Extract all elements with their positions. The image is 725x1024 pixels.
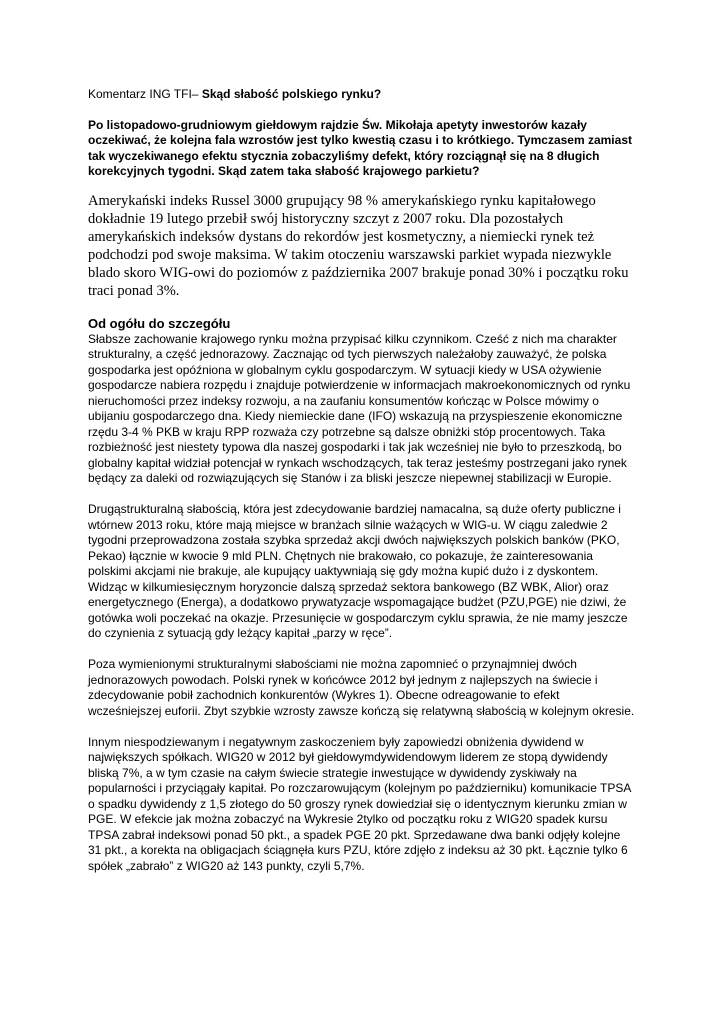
intro-paragraph: Amerykański indeks Russel 3000 grupujący 98 % amerykańskiego rynku kapitałowego dokładnie 19 lutego przebił swój historyczny szczyt z 2007 roku. Dla pozostałych amerykańskich indeksów dystans do rekordów jest kosmetyczny, a niemiecki rynek też podchodzi pod swoje maksima. W takim otoczeniu warszawski parkiet wypada niezwykle blado skoro WIG-owi do poziomów z października 2007 brakuje ponad 30% i początku roku traci ponad 3%. [88,192,629,299]
title-prefix: Komentarz ING TFI– [88,87,202,101]
body-paragraph-3: Poza wymienionymi strukturalnymi słabościami nie można zapomnieć o przynajmniej dwóch jednorazowych powodach. Polski rynek w końcówce 2012 był jednym z najlepszych na świecie i zdecydowanie pobił zachodnich konkurentów (Wykres 1). Obecne odreagowanie to efekt wcześniejszej euforii. Zbyt szybkie wzrosty zawsze kończą się relatywną słabością w kolejnym okresie. [88,657,635,718]
lead-paragraph: Po listopadowo-grudniowym giełdowym rajdzie Św. Mikołaja apetyty inwestorów kazały oczekiwać, że kolejna fala wzrostów jest tylko kwestią czasu i to krótkiego. Tymczasem zamiast tak wyczekiwanego efektu stycznia zobaczyliśmy defekt, który rozciągnął się na 8 długich korekcyjnych tygodni. Skąd zatem taka słabość krajowego parkietu? [88,117,632,178]
body-paragraph-1: Słabsze zachowanie krajowego rynku można przypisać kilku czynnikom. Cześć z nich ma charakter strukturalny, a część jednorazowy. Zacznając od tych pierwszych należałoby zauważyć, że polska gospodarka jest opóźniona w globalnym cyklu gospodarczym. W sytuacji kiedy w USA ożywienie gospodarcze nabiera rozpędu i znajduje potwierdzenie w informacjach makroekonomicznych od rynku nieruchomości przez indeksy rozwoju, a na zaufaniu konsumentów kończąc w Polsce mówimy o ubijaniu gospodarczego dna. Kiedy niemieckie dane (IFO) wskazują na przyspieszenie ekonomiczne rzędu 3-4 % PKB w kraju RPP rozważa czy potrzebne są dalsze obniżki stóp procentowych. Taka rozbieżność jest niestety typowa dla naszej gospodarki i tak jak wcześniej nie było to przeszkodą, bo globalny kapitał widział potencjał w rynkach wschodzących, tak teraz jesteśmy postrzegani jako rynek będący za daleki od rozwiązujących się Stanów i za bliski jeszcze niepewnej stabilizacji w Europie. [88,331,631,485]
body-paragraph-4: Innym niespodziewanym i negatywnym zaskoczeniem były zapowiedzi obniżenia dywidend w największych spółkach. WIG20 w 2012 był giełdowymdywidendowym liderem ze stopą dywidendy bliską 7%, a w tym czasie na całym świecie strategie inwestujące w dywidendy zyskiwały na popularności i przyciągały kapitał. Po rozczarowującym (kolejnym po październiku) komunikacie TPSA o spadku dywidendy z 1,5 złotego do 50 groszy rynek dowiedział się o identycznym kierunku zmian w PGE. W efekcie jak można zobaczyć na Wykresie 2tylko od początku roku z WIG20 spadek kursu TPSA zabrał indeksowi ponad 50 pkt., a spadek PGE 20 pkt. Sprzedawane dwa banki odjęły kolejne 31 pkt., a korekta na obligacjach ściągnęła kurs PZU, które zdjęło z indeksu aż 30 pkt. Łącznie tylko 6 spółek „zabrało” z WIG20 aż 143 punkty, czyli 5,7%. [88,734,631,873]
document-page [88,87,636,890]
section-heading: Od ogółu do szczegółu [88,315,231,331]
body-paragraph-2: Drugąstrukturalną słabością, która jest zdecydowanie bardziej namacalna, są duże oferty publiczne i wtórnew 2013 roku, które mają miejsce w branżach silnie ważących w WIG-u. W ciągu zaledwie 2 tygodni przeprowadzona została szybka sprzedaż akcji dwóch największych polskich banków (PKO, Pekao) łącznie w kwocie 9 mld PLN. Chętnych nie brakowało, co pokazuje, że zainteresowania polskimi akcjami nie brakuje, ale kupujący uaktywniają się gdy można kupić dużo i z dyskontem. Widząc w kilkumiesięcznym horyzoncie dalszą sprzedaż sektora bankowego (BZ WBK, Alior) oraz energetycznego (Energa), a dodatkowo prywatyzacje wspomagające budżet (PZU,PGE) nie dziwi, że gotówka woli poczekać na okazje. Przesunięcie w gospodarczym cyklu sprawia, że nie mamy jeszcze do czynienia z sytuacją gdy leżący kapitał „parzy w ręce”. [88,502,628,640]
title-question: Skąd słabość polskiego rynku? [201,87,382,101]
document-title [88,87,636,103]
